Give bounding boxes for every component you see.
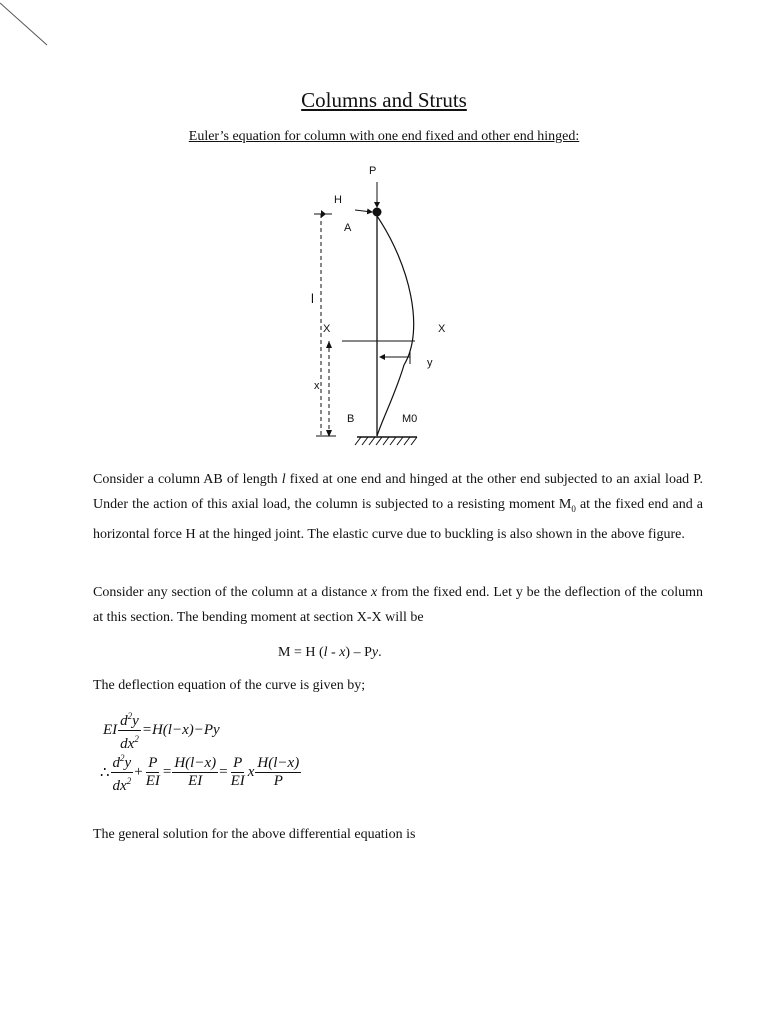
hinge-joint	[373, 208, 382, 217]
horizontal-force-arrow	[355, 210, 372, 212]
column-diagram	[300, 160, 470, 450]
label-y: y	[427, 357, 433, 369]
general-solution-intro: The general solution for the above differential equation is	[93, 827, 416, 842]
page-title: Columns and Struts	[301, 88, 467, 112]
label-p: P	[369, 165, 377, 177]
page-subtitle: Euler’s equation for column with one end fixed and other end hinged:	[188, 129, 580, 144]
label-x-right: X	[438, 323, 446, 335]
deflection-intro: The deflection equation of the curve is given by;	[93, 678, 366, 693]
label-m0: M0	[402, 413, 418, 425]
label-h: H	[334, 194, 342, 206]
label-l: l	[311, 291, 314, 306]
label-x-distance: x	[314, 380, 320, 392]
page-corner-line	[0, 0, 60, 60]
deflection-equation-2: ∴ $\frac{d^2y}{dx^2}$ + $\frac{P}{EI}$ = $\frac{H(l-x)}{EI}$ = $\frac{P}{EI}$ x $\frac{H(l-x)}{P}$	[100, 750, 302, 795]
label-b: B	[347, 413, 355, 425]
paragraph-column-description: Consider a column AB of length l fixed at one end and hinged at the other end subjected to an axial load P. Under the action of this axial load, the column is subjected to a resisting moment $M_0$ at the fixed end and a horizontal force H at the hinged joint. The elastic curve due to buckling is also shown in the above figure.	[93, 472, 703, 542]
label-x-left: X	[323, 323, 331, 335]
label-a: A	[344, 222, 352, 234]
deflection-equation-1: EI $\frac{d^2y}{dx^2}$ =H(l−x)−Py	[103, 708, 220, 753]
paragraph-section-description: Consider any section of the column at a distance x from the fixed end. Let y be the deflection of the column at this section. The bending moment at section X-X will be	[93, 585, 703, 625]
moment-equation: M = H (l - x) – Py.	[278, 645, 382, 660]
elastic-curve	[377, 216, 414, 436]
